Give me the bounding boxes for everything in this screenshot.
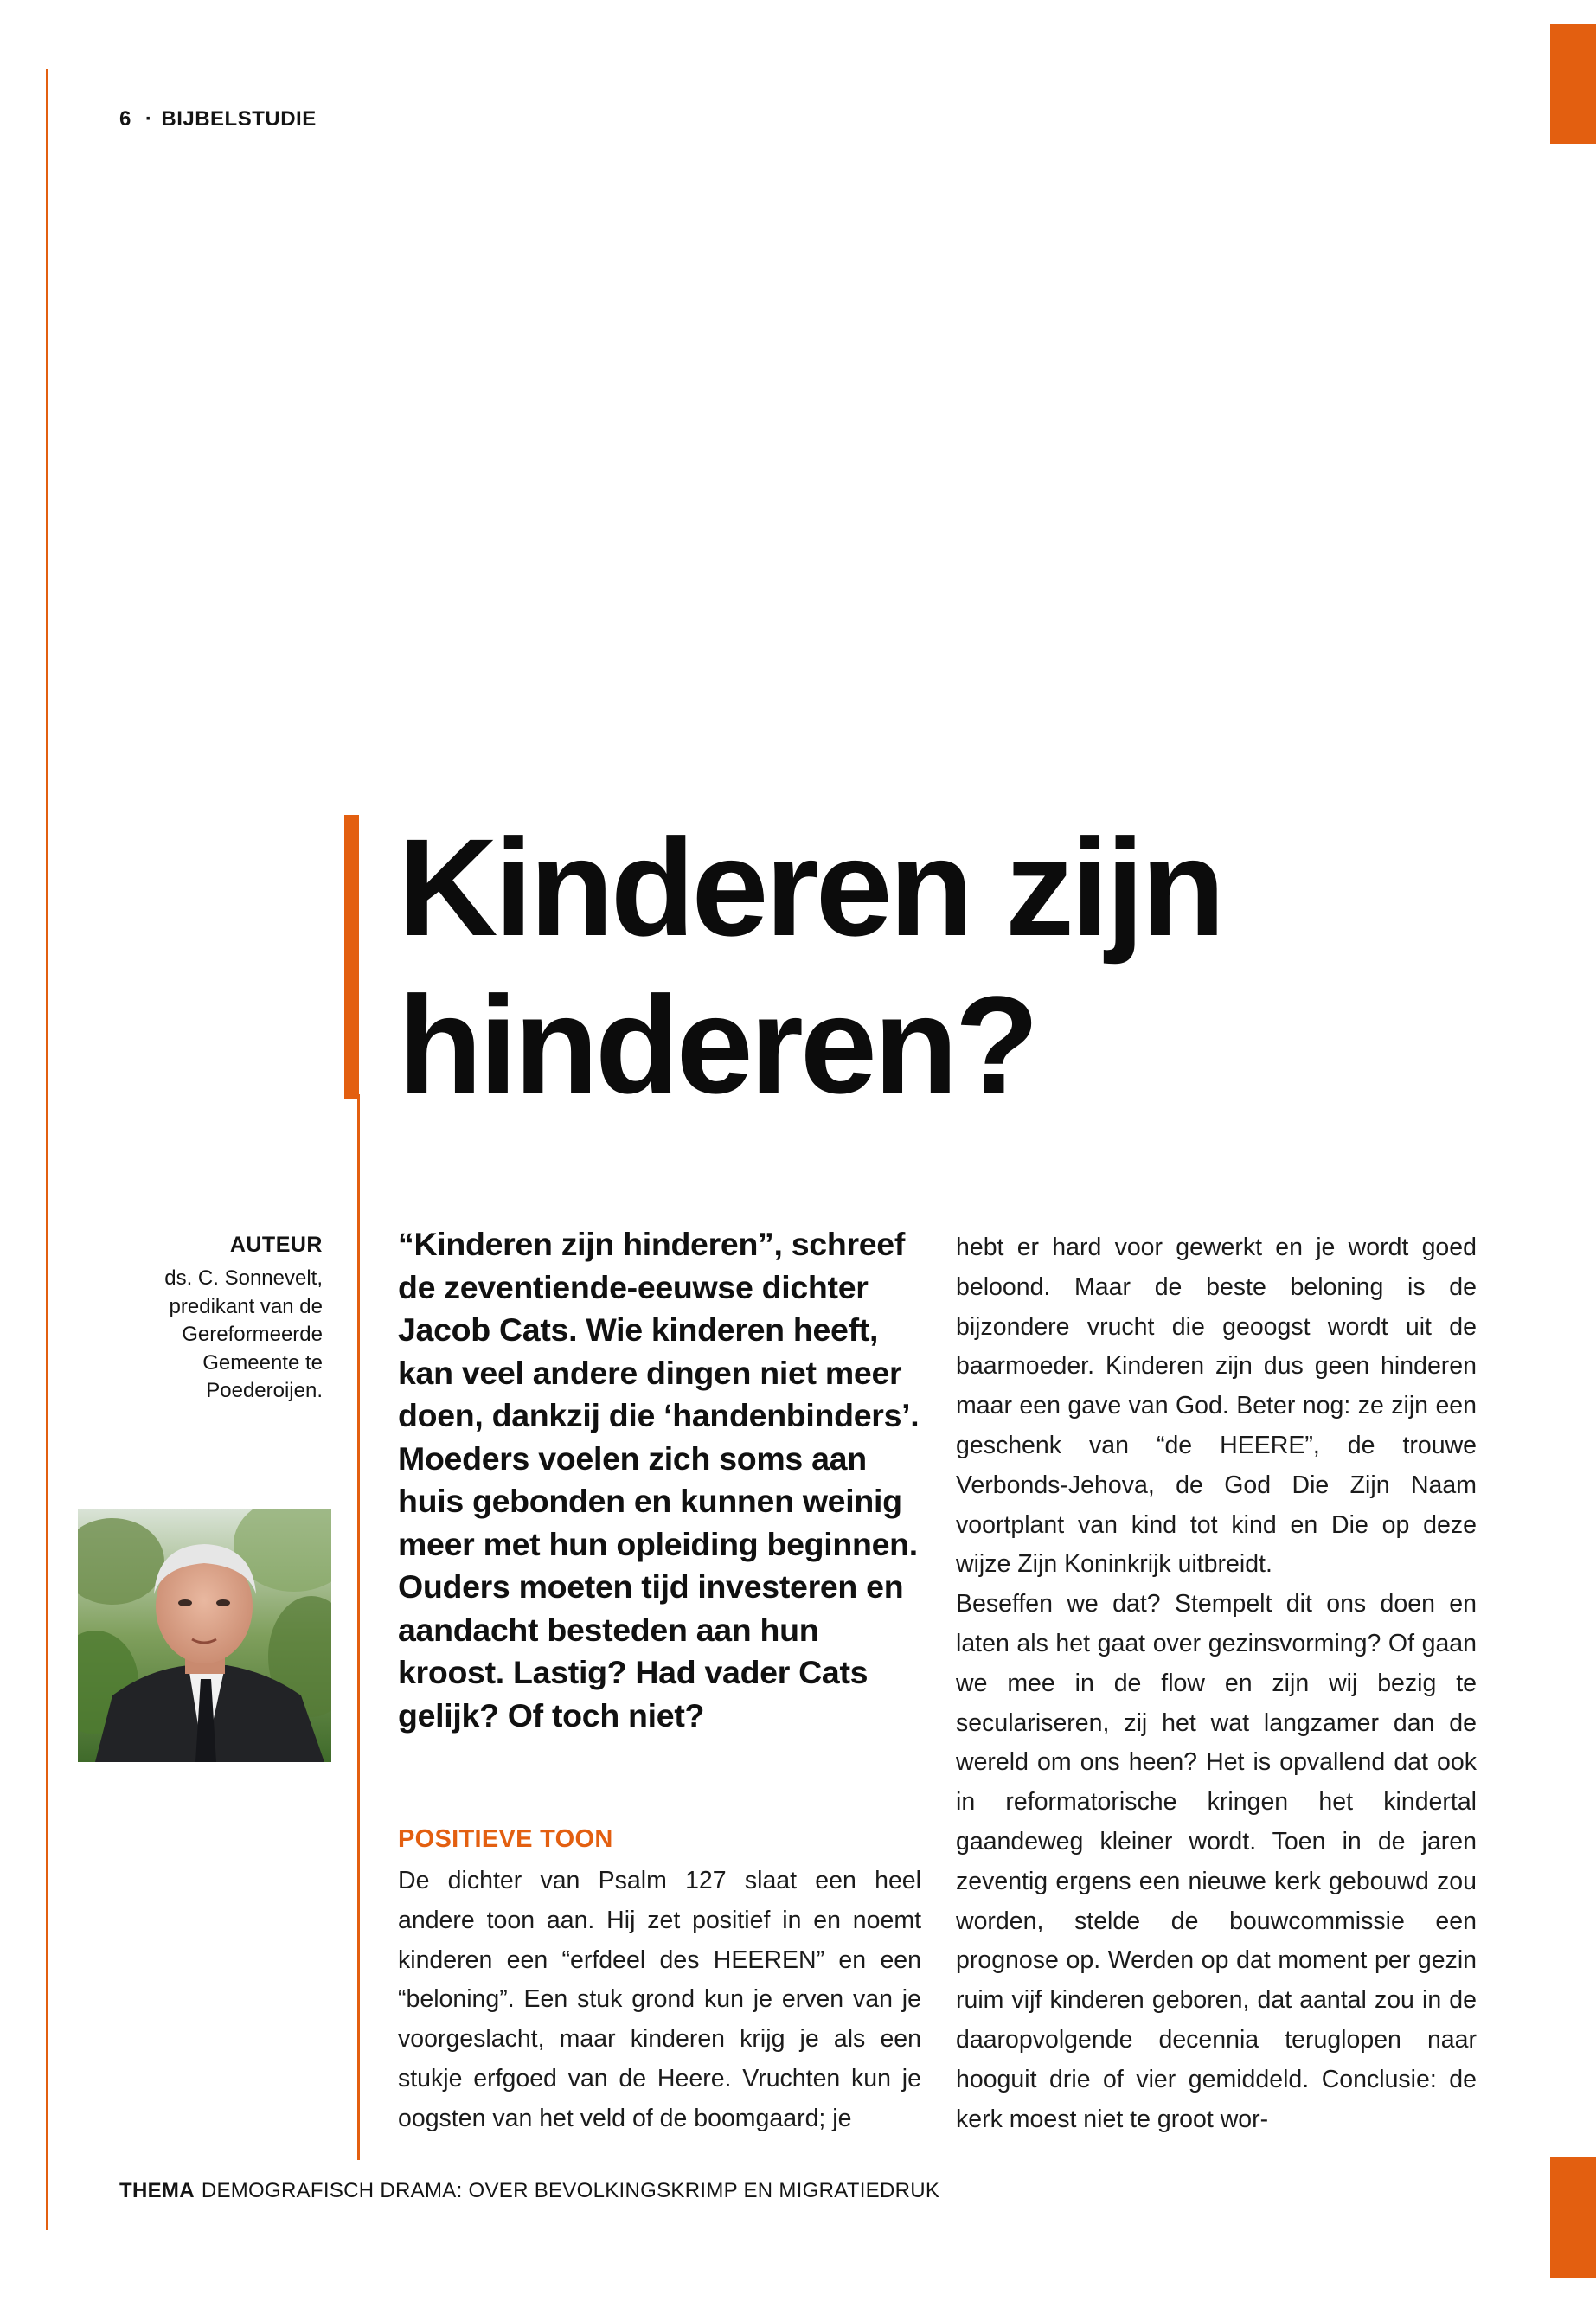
body-text-column-1: De dichter van Psalm 127 slaat een heel andere toon aan. Hij zet positief in en noemt kinderen een “erfdeel des HEEREN” en een “beloning”. Een stuk grond kun je erven van je voorgeslacht, maar kinderen krijg je als een stukje erfgoed van de Heere. Vruchten kun je oogsten van het veld of de boomgaard; je bbox=[398, 1867, 921, 2132]
author-bio-line: Poederoijen. bbox=[206, 1379, 323, 1402]
page-number: 6 bbox=[119, 107, 131, 131]
orange-page-tab-top bbox=[1550, 24, 1596, 144]
author-bio bbox=[78, 1265, 323, 1406]
article-title bbox=[398, 809, 1522, 1124]
page-footer bbox=[119, 2179, 939, 2203]
running-header bbox=[119, 107, 317, 131]
title-line-1: Kinderen zijn bbox=[398, 810, 1222, 965]
column-divider-rule bbox=[357, 1094, 360, 2160]
author-bio-line: ds. C. Sonnevelt, bbox=[164, 1266, 323, 1290]
author-bio-line: Gemeente te bbox=[202, 1350, 323, 1375]
section-heading: POSITIEVE TOON bbox=[398, 1825, 613, 1853]
author-photo bbox=[78, 1509, 331, 1762]
title-accent-bar bbox=[344, 815, 359, 1099]
author-label: AUTEUR bbox=[229, 1233, 323, 1257]
left-margin-rule bbox=[46, 69, 48, 2230]
section-label: BIJBELSTUDIE bbox=[161, 107, 317, 131]
footer-theme-title: DEMOGRAFISCH DRAMA: OVER BEVOLKINGSKRIMP EN MIGRATIEDRUK bbox=[201, 2179, 940, 2202]
body-text-column-2 bbox=[956, 1228, 1477, 2139]
author-bio-line: Gereformeerde bbox=[182, 1323, 323, 1346]
author-bio-line: predikant van de bbox=[169, 1294, 323, 1318]
title-line-2: hinderen? bbox=[398, 967, 1036, 1122]
footer-theme-label: THEMA bbox=[119, 2179, 195, 2202]
author-block bbox=[78, 1233, 323, 1406]
orange-page-tab-bottom bbox=[1550, 2157, 1596, 2278]
intro-paragraph: “Kinderen zijn hinderen”, schreef de zeventiende-eeuwse dichter Jacob Cats. Wie kinderen heeft, kan veel andere dingen niet meer doen, dankzij die ‘handenbinders’. Moeders voelen zich soms aan huis gebonden en kunnen weinig meer met hun opleiding beginnen. Ouders moeten tijd investeren en aandacht besteden aan hun kroost. Lastig? Had vader Cats gelijk? Of toch niet? bbox=[398, 1226, 920, 1734]
paragraph: hebt er hard voor gewerkt en je wordt goed beloond. Maar de beste beloning is de bijzondere vrucht die geoogst wordt uit de baarmoeder. Kinderen zijn dus geen hinderen maar een gave van God. Beter nog: ze zijn een geschenk van “de HEERE”, de trouwe Verbonds-Jehova, de God Die Zijn Naam voortplant van kind tot kind en Die op deze wijze Zijn Koninkrijk uitbreidt. bbox=[956, 1234, 1477, 1579]
header-separator: · bbox=[144, 107, 153, 131]
paragraph: Beseffen we dat? Stempelt dit ons doen en laten als het gaat over gezinsvorming? Of gaan we mee in de flow en zijn wij bezig te seculariseren, zij het wat langzamer dan de wereld om ons heen? Het is opvallend dat ook in reformatorische kringen het kindertal gaandeweg kleiner wordt. Toen in de jaren zeventig ergens een nieuwe kerk gebouwd zou worden, stelde de bouwcommissie een prognose op. Werden op dat moment per gezin ruim vijf kinderen geboren, dat aantal zou in de daaropvolgende decennia teruglopen naar hooguit drie of vier gemiddeld. Conclusie: de kerk moest niet te groot wor- bbox=[956, 1590, 1477, 2133]
